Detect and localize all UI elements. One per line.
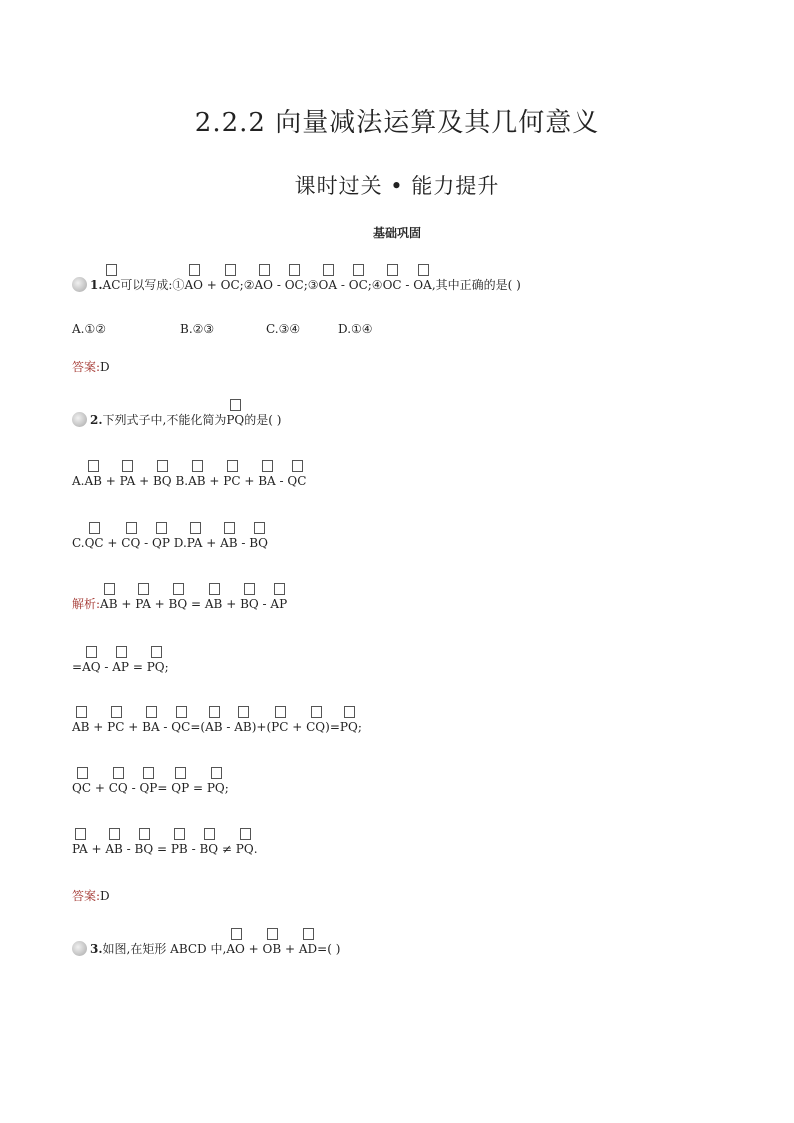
- vector: PQ: [339, 720, 358, 734]
- vector: OB: [262, 942, 282, 956]
- operator: )=: [325, 720, 340, 734]
- vector: AB: [204, 597, 223, 611]
- vector: QP: [152, 536, 170, 550]
- vector: QC: [72, 781, 92, 795]
- vector: OC: [284, 278, 304, 292]
- vector: BQ: [134, 842, 154, 856]
- vector: AB: [188, 474, 206, 488]
- operator: +: [89, 720, 108, 734]
- operator: ;: [357, 720, 362, 734]
- page-subtitle: 课时过关 • 能力提升: [294, 174, 500, 198]
- operator: +: [124, 720, 143, 734]
- vector: AP: [112, 660, 130, 674]
- vector: OC: [382, 278, 402, 292]
- vector: AC: [102, 278, 121, 292]
- vector: AQ: [82, 660, 101, 674]
- operator: =: [187, 597, 205, 611]
- vector: AB: [205, 720, 223, 734]
- operator: -: [222, 720, 235, 734]
- option-row-ab: [72, 474, 306, 488]
- vector: BQ: [152, 474, 172, 488]
- text: ;③: [303, 278, 319, 292]
- vector: PQ: [235, 842, 254, 856]
- answer-value: D: [100, 889, 110, 903]
- operator: +: [240, 474, 259, 488]
- vector: BQ: [249, 536, 268, 550]
- vector: PA: [186, 536, 203, 550]
- operator: +: [91, 781, 109, 795]
- analysis-label: 解析:: [72, 597, 101, 611]
- vector: AB: [220, 536, 238, 550]
- operator: -: [140, 536, 153, 550]
- vector: PB: [170, 842, 188, 856]
- vector: PQ: [146, 660, 165, 674]
- vector: OA: [413, 278, 432, 292]
- operator: .: [253, 842, 258, 856]
- vector: PA: [135, 597, 151, 611]
- vector: CQ: [306, 720, 326, 734]
- operator: ≠: [218, 842, 236, 856]
- operator: +: [101, 474, 120, 488]
- vector: BQ: [168, 597, 188, 611]
- operator: -: [275, 474, 288, 488]
- text: C.: [72, 536, 85, 550]
- operator: +: [205, 474, 224, 488]
- analysis-line-5: [72, 842, 258, 856]
- operator: +: [288, 720, 307, 734]
- text: ;②: [239, 278, 255, 292]
- vector: BA: [258, 474, 276, 488]
- analysis-line-2: [72, 660, 169, 674]
- operator: =: [153, 842, 171, 856]
- text: A.: [72, 474, 85, 488]
- vector: PA: [72, 842, 88, 856]
- vector: AB: [100, 597, 118, 611]
- text: 可以写成:①: [120, 278, 185, 292]
- operator: =: [189, 781, 207, 795]
- analysis-line-1: [72, 597, 287, 611]
- operator: -: [187, 842, 200, 856]
- operator: +: [117, 597, 136, 611]
- vector: PQ: [206, 781, 225, 795]
- vector: QP: [139, 781, 158, 795]
- vector: CQ: [108, 781, 128, 795]
- vector: AD: [298, 942, 318, 956]
- operator: -: [401, 278, 414, 292]
- option-d: D.①④: [338, 322, 373, 336]
- question-2: [72, 412, 281, 427]
- vector: BA: [142, 720, 160, 734]
- operator: =(: [190, 720, 206, 734]
- text: ,其中正确的是( ): [431, 278, 521, 292]
- vector: AB: [72, 720, 90, 734]
- text: 的是( ): [244, 413, 282, 427]
- question-number: 2.: [90, 413, 103, 427]
- question-bullet-icon: [72, 277, 87, 292]
- vector: CQ: [121, 536, 141, 550]
- answer-2: [72, 889, 110, 903]
- vector: AO: [226, 942, 245, 956]
- answer-1: [72, 360, 110, 374]
- operator: +: [202, 536, 221, 550]
- operator: ;: [224, 781, 229, 795]
- question-bullet-icon: [72, 941, 87, 956]
- text: 如图,在矩形 ABCD 中,: [102, 942, 227, 956]
- operator: +: [135, 474, 153, 488]
- vector: PA: [119, 474, 136, 488]
- operator: -: [122, 842, 135, 856]
- option-a: A.①②: [72, 322, 106, 336]
- operator: -: [258, 597, 271, 611]
- operator: =: [129, 660, 147, 674]
- question-bullet-icon: [72, 412, 87, 427]
- text: ;④: [367, 278, 383, 292]
- operator: -: [127, 781, 140, 795]
- text: D.: [169, 536, 187, 550]
- vector: OC: [348, 278, 368, 292]
- vector: BQ: [240, 597, 259, 611]
- operator: +: [103, 536, 122, 550]
- operator: -: [159, 720, 172, 734]
- analysis-line-4: [72, 781, 229, 795]
- vector: PQ: [226, 413, 245, 427]
- section-heading: 基础巩固: [372, 226, 421, 240]
- operator: -: [100, 660, 113, 674]
- vector: AO: [254, 278, 273, 292]
- operator: +: [150, 597, 169, 611]
- vector: BQ: [199, 842, 219, 856]
- text: =( ): [317, 942, 341, 956]
- operator: +: [202, 278, 221, 292]
- answer-value: D: [100, 360, 110, 374]
- question-3: [72, 941, 340, 956]
- option-row-cd: [72, 536, 268, 550]
- operator: ;: [164, 660, 169, 674]
- option-b: B.②③: [180, 322, 215, 336]
- question-1: [72, 277, 521, 292]
- operator: +: [222, 597, 241, 611]
- vector: QC: [84, 536, 104, 550]
- operator: -: [273, 278, 285, 292]
- vector: AO: [184, 278, 203, 292]
- answer-label: 答案:: [72, 889, 101, 903]
- operator: =: [157, 781, 172, 795]
- operator: +: [244, 942, 263, 956]
- operator: )+(: [251, 720, 272, 734]
- vector: PC: [107, 720, 125, 734]
- text: B.: [171, 474, 189, 488]
- vector: AB: [105, 842, 123, 856]
- answer-label: 答案:: [72, 360, 101, 374]
- vector: OA: [318, 278, 338, 292]
- question-number: 3.: [90, 942, 103, 956]
- vector: QP: [171, 781, 190, 795]
- operator: +: [281, 942, 299, 956]
- operator: -: [237, 536, 250, 550]
- vector: PC: [271, 720, 289, 734]
- vector: AP: [270, 597, 288, 611]
- vector: PC: [223, 474, 241, 488]
- text: 下列式子中,不能化简为: [102, 413, 227, 427]
- page-title: 2.2.2 向量减法运算及其几何意义: [194, 108, 600, 138]
- vector: AB: [84, 474, 102, 488]
- vector: AB: [234, 720, 252, 734]
- vector: QC: [287, 474, 307, 488]
- question-number: 1.: [90, 278, 103, 292]
- operator: +: [87, 842, 106, 856]
- operator: -: [337, 278, 349, 292]
- option-c: C.③④: [266, 322, 301, 336]
- analysis-line-3: [72, 720, 362, 734]
- operator: =: [72, 660, 83, 674]
- vector: OC: [220, 278, 240, 292]
- vector: QC: [171, 720, 191, 734]
